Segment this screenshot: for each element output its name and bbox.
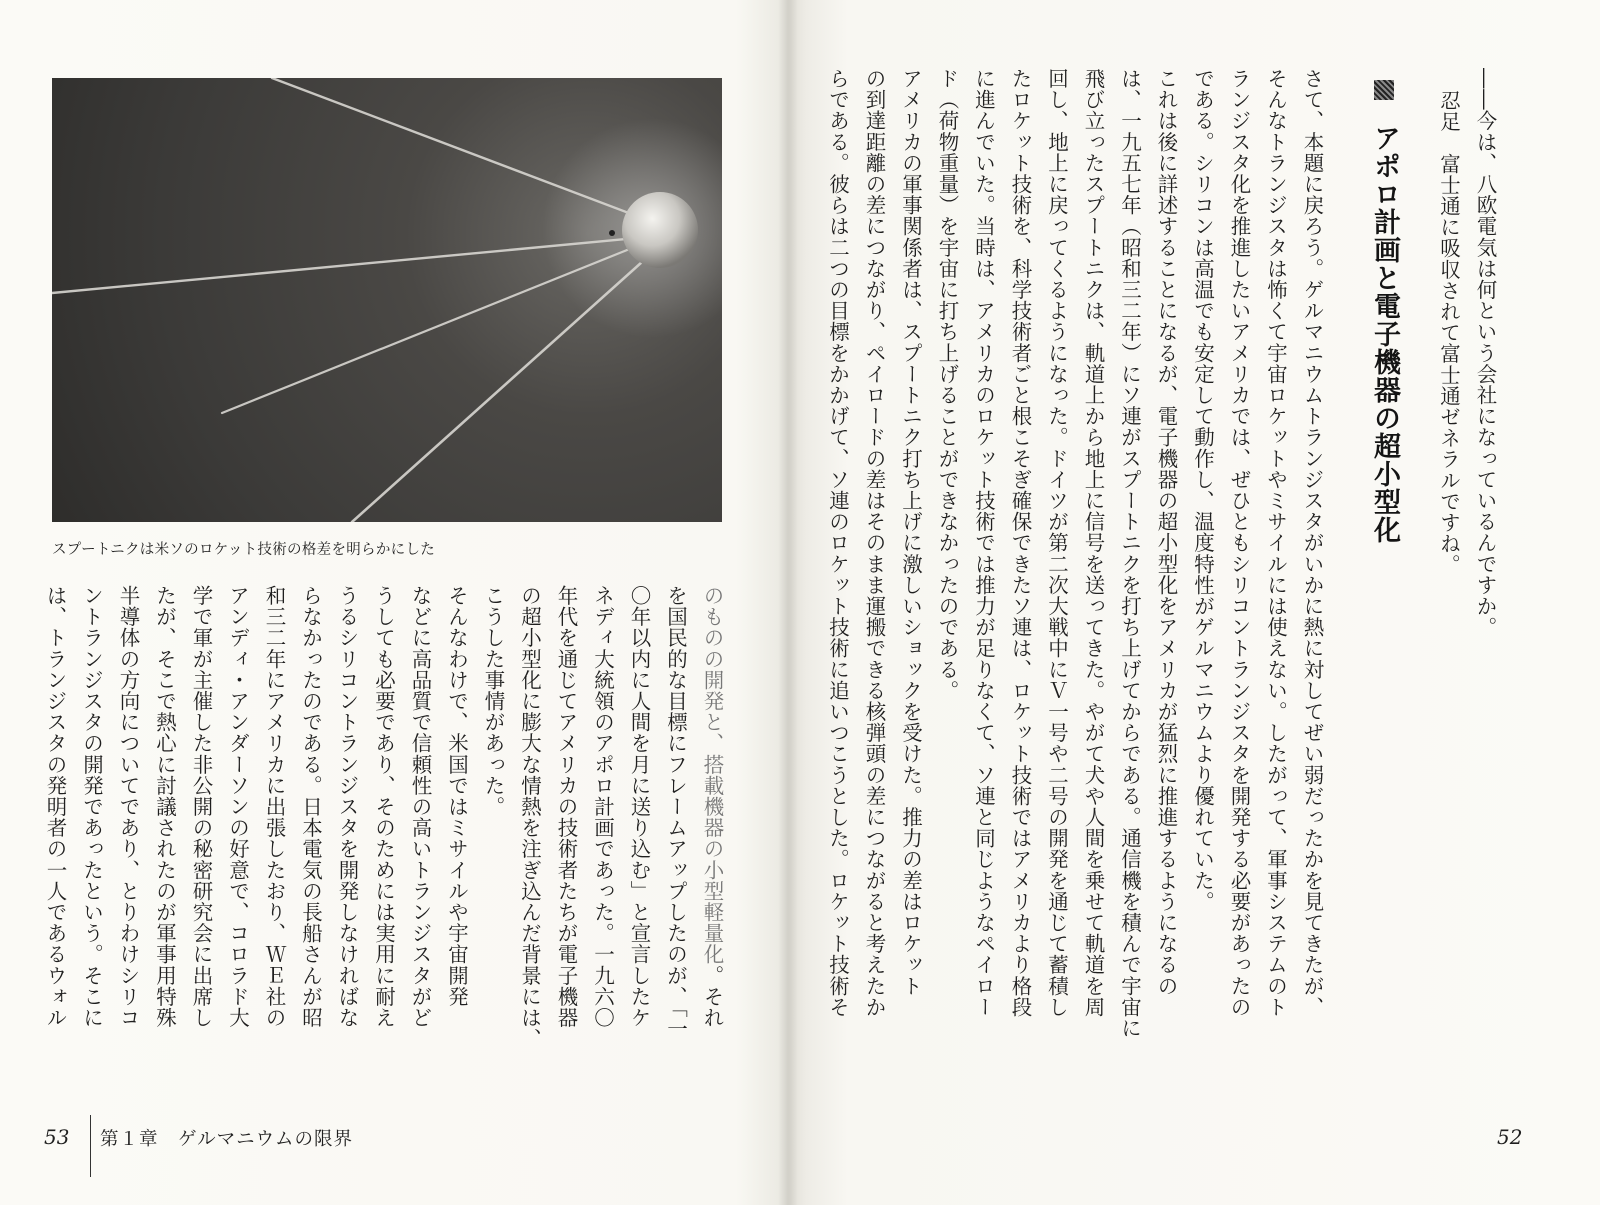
left-line-13: 和三二年にアメリカに出張したおり、ＷＥ社の [262,585,286,1029]
right-para2-line2: は、一九五七年（昭和三二年）にソ連がスプートニクを打ち上げてからである。通信機を積んで宇宙に [1117,68,1142,1039]
right-para2-line6: に進んでいた。当時は、アメリカのロケット技術では推力が足りなくて、ソ連と同じようなペイロー [971,68,996,1018]
right-para1-line3: ランジスタ化を推進したいアメリカでは、ぜひともシリコントランジスタを開発する必要があったの [1227,68,1251,1018]
right-body-text [810,68,1330,1068]
interview-answer: 忍足 富士通に吸収されて富士通ゼネラルですね。 [1436,90,1461,576]
left-line-1-rest: 。それ [700,964,724,1029]
interview-question: ――今は、八欧電気は何という会社になっているんですか。 [1473,68,1497,638]
section-heading-text: アポロ計画と電子機器の超小型化 [1369,124,1400,545]
right-para1-line2: そんなトランジスタは怖くて宇宙ロケットやミサイルには使えない。したがって、軍事システムのト [1263,68,1288,1018]
left-body-text [43,585,730,1065]
footer-divider [90,1115,91,1177]
book-spine [778,0,798,1205]
left-line-4: ネディ大統領のアポロ計画であった。一九六〇 [590,585,615,1029]
interview-block [1430,68,1503,1068]
section-heading [1365,80,1404,544]
heading-square-icon [1374,80,1394,100]
right-para2-line7: ド（荷物重量）を宇宙に打ち上げることができなかったのである。 [935,68,959,701]
page-number-left: 53 [44,1125,70,1149]
right-para2-line4: 回し、地上に戻ってくるようになった。ドイツが第二次大戦中にＶ一号や二号の開発を通じて蓄積し [1044,68,1069,1018]
left-line-15: 学で軍が主催した非公開の秘密研究会に出席し [189,585,213,1029]
sputnik-illustration [52,78,722,522]
left-line-8: そんなわけで、米国ではミサイルや宇宙開発 [444,585,469,1007]
left-line-9: などに高品質で信頼性の高いトランジスタがど [408,585,432,1029]
right-para3-line1: アメリカの軍事関係者は、スプートニク打ち上げに激しいショックを受けた。推力の差はロケット [898,68,923,997]
right-para2-line1: これは後に詳述することになるが、電子機器の超小型化をアメリカが猛烈に推進するようになるの [1154,68,1178,997]
left-line-14: アンディ・アンダーソンの好意で、コロラド大 [225,585,250,1029]
left-line-16: たが、そこで熱心に討議されたのが軍事用特殊 [152,585,177,1029]
right-para3-line2: の到達距離の差につながり、ペイロードの差はそのまま運搬できる核弾頭の差につながると考えたか [862,68,886,1018]
left-line-1 [694,585,731,1065]
left-line-17: 半導体の方向についてであり、とりわけシリコ [116,585,140,1029]
left-line-3: 〇年以内に人間を月に送り込む」と宣言したケ [627,585,651,1029]
left-line-6: の超小型化に膨大な情熱を注ぎ込んだ背景には、 [517,585,542,1050]
sputnik-photo [52,78,722,522]
left-line-1-gray: のものの開発と、搭載機器の小型軽量化 [700,585,724,965]
photo-caption: スプートニクは米ソのロケット技術の格差を明らかにした [52,542,436,558]
left-line-10: うしても必要であり、そのためには実用に耐え [371,585,396,1029]
page-number-right: 52 [1497,1125,1523,1149]
left-line-7: こうした事情があった。 [481,585,505,818]
running-chapter-title: 第１章 ゲルマニウムの限界 [100,1129,353,1150]
left-line-11: うるシリコントランジスタを開発しなければな [335,585,359,1029]
left-line-5: 年代を通じてアメリカの技術者たちが電子機器 [554,585,578,1029]
left-line-12: らなかったのである。日本電気の長船さんが昭 [298,585,323,1029]
right-para1-line4: である。シリコンは高温でも安定して動作し、温度特性がゲルマニウムより優れていた。 [1190,68,1215,912]
left-line-18: ントランジスタの開発であったという。そこに [79,585,104,1029]
left-line-19: は、トランジスタの発明者の一人であるウォル [43,585,67,1029]
left-line-2: を国民的な目標にフレームアップしたのが、「一 [663,585,688,1039]
right-para2-line5: たロケット技術を、科学技術者ごと根こそぎ確保できたソ連は、ロケット技術ではアメリカより格段 [1008,68,1032,1018]
right-para1-line1: さて、本題に戻ろう。ゲルマニウムトランジスタがいかに熱に対してぜい弱だったかを見てきたが、 [1300,68,1324,1018]
right-para2-line3: 飛び立ったスプートニクは、軌道上から地上に信号を送ってきた。やがて犬や人間を乗せて軌道を周 [1081,68,1105,1018]
right-para3-line3: らである。彼らは二つの目標をかかげて、ソ連のロケット技術に追いつこうとした。ロケット技術そ [825,68,850,1018]
